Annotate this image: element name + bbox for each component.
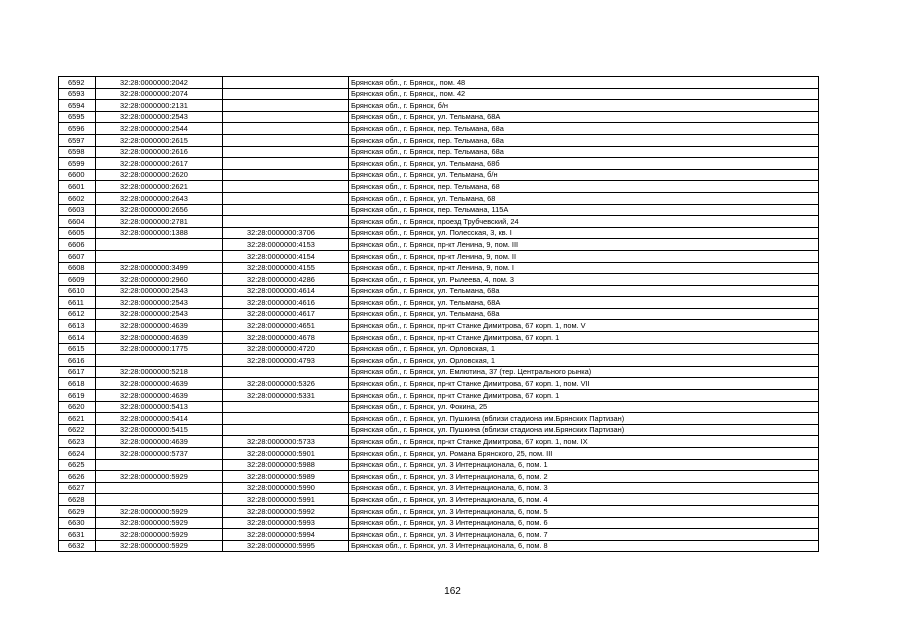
cadastral-number-cell: 32:28:0000000:4639: [96, 436, 223, 448]
address-cell: Брянская обл., г. Брянск, ул. 3 Интернационала, 6, пом. 7: [349, 529, 819, 541]
row-number-cell: 6608: [59, 262, 96, 274]
related-cadastral-number-cell: [223, 100, 349, 112]
row-number-cell: 6611: [59, 297, 96, 309]
cadastral-number-cell: 32:28:0000000:2042: [96, 77, 223, 89]
cadastral-number-cell: 32:28:0000000:2074: [96, 88, 223, 100]
related-cadastral-number-cell: 32:28:0000000:3706: [223, 227, 349, 239]
address-cell: Брянская обл., г. Брянск, ул. Емлютина, 37 (тер. Центрального рынка): [349, 366, 819, 378]
address-cell: Брянская обл., г. Брянск, ул. 3 Интернационала, 6, пом. 5: [349, 505, 819, 517]
address-cell: Брянская обл., г. Брянск, ул. Тельмана, 68: [349, 192, 819, 204]
related-cadastral-number-cell: 32:28:0000000:4720: [223, 343, 349, 355]
table-row: [59, 274, 819, 286]
row-number-cell: 6631: [59, 529, 96, 541]
cadastral-number-cell: 32:28:0000000:2543: [96, 308, 223, 320]
related-cadastral-number-cell: 32:28:0000000:5988: [223, 459, 349, 471]
related-cadastral-number-cell: 32:28:0000000:4154: [223, 250, 349, 262]
related-cadastral-number-cell: 32:28:0000000:5733: [223, 436, 349, 448]
address-cell: Брянская обл., г. Брянск, пр-кт Станке Димитрова, 67 корп. 1, пом. IX: [349, 436, 819, 448]
row-number-cell: 6596: [59, 123, 96, 135]
table-row: [59, 459, 819, 471]
row-number-cell: 6603: [59, 204, 96, 216]
row-number-cell: 6620: [59, 401, 96, 413]
row-number-cell: 6616: [59, 355, 96, 367]
address-cell: Брянская обл., г. Брянск, пр-кт Станке Димитрова, 67 корп. 1: [349, 390, 819, 402]
row-number-cell: 6601: [59, 181, 96, 193]
row-number-cell: 6618: [59, 378, 96, 390]
related-cadastral-number-cell: [223, 366, 349, 378]
table-row: [59, 216, 819, 228]
row-number-cell: 6598: [59, 146, 96, 158]
address-cell: Брянская обл., г. Брянск, проезд Трубчевский, 24: [349, 216, 819, 228]
cadastral-number-cell: 32:28:0000000:1775: [96, 343, 223, 355]
table-row: [59, 250, 819, 262]
row-number-cell: 6602: [59, 192, 96, 204]
cadastral-number-cell: 32:28:0000000:4639: [96, 390, 223, 402]
row-number-cell: 6623: [59, 436, 96, 448]
table-body: [59, 77, 819, 552]
table-row: [59, 123, 819, 135]
table-row: [59, 192, 819, 204]
related-cadastral-number-cell: 32:28:0000000:5990: [223, 482, 349, 494]
cadastral-table: [58, 76, 819, 552]
related-cadastral-number-cell: 32:28:0000000:4614: [223, 285, 349, 297]
related-cadastral-number-cell: 32:28:0000000:5326: [223, 378, 349, 390]
cadastral-number-cell: 32:28:0000000:2131: [96, 100, 223, 112]
cadastral-number-cell: 32:28:0000000:2656: [96, 204, 223, 216]
cadastral-number-cell: 32:28:0000000:4639: [96, 320, 223, 332]
address-cell: Брянская обл., г. Брянск, ул. Тельмана, б/н: [349, 169, 819, 181]
related-cadastral-number-cell: 32:28:0000000:5331: [223, 390, 349, 402]
table-row: [59, 227, 819, 239]
address-cell: Брянская обл., г. Брянск, ул. 3 Интернационала, 6, пом. 3: [349, 482, 819, 494]
cadastral-number-cell: 32:28:0000000:4639: [96, 332, 223, 344]
address-cell: Брянская обл., г. Брянск, ул. Орловская, 1: [349, 343, 819, 355]
related-cadastral-number-cell: 32:28:0000000:4155: [223, 262, 349, 274]
table-row: [59, 540, 819, 552]
table-row: [59, 285, 819, 297]
table-row: [59, 262, 819, 274]
cadastral-number-cell: 32:28:0000000:4639: [96, 378, 223, 390]
address-cell: Брянская обл., г. Брянск, ул. 3 Интернационала, 6, пом. 4: [349, 494, 819, 506]
address-cell: Брянская обл., г. Брянск, ул. Тельмана, 68а: [349, 285, 819, 297]
related-cadastral-number-cell: [223, 169, 349, 181]
row-number-cell: 6632: [59, 540, 96, 552]
address-cell: Брянская обл., г. Брянск, ул. Тельмана, 68А: [349, 111, 819, 123]
cadastral-number-cell: [96, 239, 223, 251]
address-cell: Брянская обл., г. Брянск, пер. Тельмана, 68а: [349, 146, 819, 158]
related-cadastral-number-cell: 32:28:0000000:4616: [223, 297, 349, 309]
cadastral-number-cell: 32:28:0000000:2543: [96, 111, 223, 123]
address-cell: Брянская обл., г. Брянск, пер. Тельмана, 68а: [349, 123, 819, 135]
cadastral-number-cell: 32:28:0000000:5929: [96, 517, 223, 529]
address-cell: Брянская обл., г. Брянск, ул. Тельмана, 68А: [349, 297, 819, 309]
row-number-cell: 6604: [59, 216, 96, 228]
address-cell: Брянская обл., г. Брянск, ул. Тельмана, 68б: [349, 158, 819, 170]
address-cell: Брянская обл., г. Брянск, пер. Тельмана, 115А: [349, 204, 819, 216]
table-row: [59, 401, 819, 413]
table-row: [59, 413, 819, 425]
row-number-cell: 6617: [59, 366, 96, 378]
row-number-cell: 6595: [59, 111, 96, 123]
cadastral-number-cell: 32:28:0000000:5929: [96, 471, 223, 483]
related-cadastral-number-cell: 32:28:0000000:5992: [223, 505, 349, 517]
related-cadastral-number-cell: 32:28:0000000:5995: [223, 540, 349, 552]
address-cell: Брянская обл., г. Брянск, пр-кт Станке Димитрова, 67 корп. 1, пом. VII: [349, 378, 819, 390]
row-number-cell: 6615: [59, 343, 96, 355]
address-cell: Брянская обл., г. Брянск, ул. Рылеева, 4, пом. 3: [349, 274, 819, 286]
related-cadastral-number-cell: 32:28:0000000:5901: [223, 448, 349, 460]
cadastral-number-cell: 32:28:0000000:2615: [96, 134, 223, 146]
address-cell: Брянская обл., г. Брянск, пер. Тельмана, 68а: [349, 134, 819, 146]
row-number-cell: 6609: [59, 274, 96, 286]
row-number-cell: 6594: [59, 100, 96, 112]
row-number-cell: 6624: [59, 448, 96, 460]
row-number-cell: 6606: [59, 239, 96, 251]
table-row: [59, 436, 819, 448]
cadastral-number-cell: 32:28:0000000:5737: [96, 448, 223, 460]
row-number-cell: 6627: [59, 482, 96, 494]
table-row: [59, 77, 819, 89]
address-cell: Брянская обл., г. Брянск, пр-кт Станке Димитрова, 67 корп. 1, пом. V: [349, 320, 819, 332]
related-cadastral-number-cell: [223, 413, 349, 425]
row-number-cell: 6629: [59, 505, 96, 517]
address-cell: Брянская обл., г. Брянск, ул. Орловская, 1: [349, 355, 819, 367]
address-cell: Брянская обл., г. Брянск, ул. Пушкина (вблизи стадиона им.Брянских Партизан): [349, 424, 819, 436]
related-cadastral-number-cell: 32:28:0000000:5994: [223, 529, 349, 541]
cadastral-number-cell: 32:28:0000000:2616: [96, 146, 223, 158]
related-cadastral-number-cell: [223, 424, 349, 436]
table-row: [59, 517, 819, 529]
table-row: [59, 378, 819, 390]
related-cadastral-number-cell: 32:28:0000000:5989: [223, 471, 349, 483]
address-cell: Брянская обл., г. Брянск, пр-кт Ленина, 9, пом. III: [349, 239, 819, 251]
cadastral-number-cell: 32:28:0000000:5415: [96, 424, 223, 436]
table-row: [59, 424, 819, 436]
related-cadastral-number-cell: 32:28:0000000:4793: [223, 355, 349, 367]
row-number-cell: 6621: [59, 413, 96, 425]
cadastral-number-cell: 32:28:0000000:2617: [96, 158, 223, 170]
row-number-cell: 6600: [59, 169, 96, 181]
related-cadastral-number-cell: [223, 192, 349, 204]
cadastral-number-cell: 32:28:0000000:2643: [96, 192, 223, 204]
row-number-cell: 6630: [59, 517, 96, 529]
table-row: [59, 482, 819, 494]
table-row: [59, 308, 819, 320]
row-number-cell: 6614: [59, 332, 96, 344]
related-cadastral-number-cell: [223, 88, 349, 100]
related-cadastral-number-cell: 32:28:0000000:5993: [223, 517, 349, 529]
cadastral-number-cell: 32:28:0000000:2544: [96, 123, 223, 135]
related-cadastral-number-cell: 32:28:0000000:4678: [223, 332, 349, 344]
row-number-cell: 6607: [59, 250, 96, 262]
table-row: [59, 343, 819, 355]
row-number-cell: 6613: [59, 320, 96, 332]
table-row: [59, 134, 819, 146]
cadastral-number-cell: [96, 355, 223, 367]
cadastral-number-cell: [96, 482, 223, 494]
table-row: [59, 88, 819, 100]
address-cell: Брянская обл., г. Брянск,, пом. 48: [349, 77, 819, 89]
table-row: [59, 297, 819, 309]
table-row: [59, 366, 819, 378]
address-cell: Брянская обл., г. Брянск, ул. Полесская, 3, кв. I: [349, 227, 819, 239]
related-cadastral-number-cell: 32:28:0000000:4617: [223, 308, 349, 320]
table-row: [59, 100, 819, 112]
address-cell: Брянская обл., г. Брянск, ул. 3 Интернационала, 6, пом. 6: [349, 517, 819, 529]
row-number-cell: 6605: [59, 227, 96, 239]
cadastral-number-cell: 32:28:0000000:2543: [96, 285, 223, 297]
cadastral-number-cell: 32:28:0000000:5414: [96, 413, 223, 425]
row-number-cell: 6597: [59, 134, 96, 146]
cadastral-number-cell: [96, 459, 223, 471]
address-cell: Брянская обл., г. Брянск, пр-кт Станке Димитрова, 67 корп. 1: [349, 332, 819, 344]
related-cadastral-number-cell: 32:28:0000000:4651: [223, 320, 349, 332]
related-cadastral-number-cell: [223, 401, 349, 413]
table-row: [59, 471, 819, 483]
address-cell: Брянская обл., г. Брянск, пр-кт Ленина, 9, пом. II: [349, 250, 819, 262]
table-row: [59, 181, 819, 193]
related-cadastral-number-cell: [223, 134, 349, 146]
related-cadastral-number-cell: [223, 181, 349, 193]
address-cell: Брянская обл., г. Брянск, ул. Тельмана, 68а: [349, 308, 819, 320]
table-row: [59, 111, 819, 123]
table-row: [59, 390, 819, 402]
address-cell: Брянская обл., г. Брянск, ул. 3 Интернационала, 6, пом. 2: [349, 471, 819, 483]
cadastral-number-cell: 32:28:0000000:2960: [96, 274, 223, 286]
table-row: [59, 448, 819, 460]
cadastral-number-cell: 32:28:0000000:2781: [96, 216, 223, 228]
table-row: [59, 146, 819, 158]
row-number-cell: 6625: [59, 459, 96, 471]
related-cadastral-number-cell: [223, 146, 349, 158]
row-number-cell: 6626: [59, 471, 96, 483]
address-cell: Брянская обл., г. Брянск, ул. Пушкина (вблизи стадиона им.Брянских Партизан): [349, 413, 819, 425]
cadastral-number-cell: 32:28:0000000:2543: [96, 297, 223, 309]
cadastral-number-cell: 32:28:0000000:5218: [96, 366, 223, 378]
row-number-cell: 6610: [59, 285, 96, 297]
table-row: [59, 204, 819, 216]
related-cadastral-number-cell: 32:28:0000000:4153: [223, 239, 349, 251]
address-cell: Брянская обл., г. Брянск, ул. 3 Интернационала, 6, пом. 8: [349, 540, 819, 552]
table-row: [59, 505, 819, 517]
cadastral-number-cell: 32:28:0000000:5929: [96, 505, 223, 517]
cadastral-number-cell: 32:28:0000000:2620: [96, 169, 223, 181]
related-cadastral-number-cell: [223, 77, 349, 89]
row-number-cell: 6592: [59, 77, 96, 89]
row-number-cell: 6628: [59, 494, 96, 506]
table-row: [59, 355, 819, 367]
row-number-cell: 6619: [59, 390, 96, 402]
table-row: [59, 332, 819, 344]
cadastral-number-cell: 32:28:0000000:2621: [96, 181, 223, 193]
row-number-cell: 6622: [59, 424, 96, 436]
cadastral-number-cell: 32:28:0000000:5929: [96, 529, 223, 541]
related-cadastral-number-cell: [223, 111, 349, 123]
address-cell: Брянская обл., г. Брянск, пер. Тельмана, 68: [349, 181, 819, 193]
row-number-cell: 6612: [59, 308, 96, 320]
cadastral-number-cell: [96, 494, 223, 506]
cadastral-number-cell: [96, 250, 223, 262]
table-row: [59, 494, 819, 506]
related-cadastral-number-cell: [223, 158, 349, 170]
row-number-cell: 6599: [59, 158, 96, 170]
address-cell: Брянская обл., г. Брянск, ул. 3 Интернационала, 6, пом. 1: [349, 459, 819, 471]
cadastral-number-cell: 32:28:0000000:5413: [96, 401, 223, 413]
page-number: 162: [444, 586, 461, 597]
table-row: [59, 529, 819, 541]
address-cell: Брянская обл., г. Брянск, ул. Фокина, 25: [349, 401, 819, 413]
related-cadastral-number-cell: [223, 204, 349, 216]
row-number-cell: 6593: [59, 88, 96, 100]
table-row: [59, 158, 819, 170]
address-cell: Брянская обл., г. Брянск, пр-кт Ленина, 9, пом. I: [349, 262, 819, 274]
table-row: [59, 169, 819, 181]
table-row: [59, 239, 819, 251]
related-cadastral-number-cell: 32:28:0000000:5991: [223, 494, 349, 506]
address-cell: Брянская обл., г. Брянск, ул. Романа Брянского, 25, пом. III: [349, 448, 819, 460]
cadastral-number-cell: 32:28:0000000:1388: [96, 227, 223, 239]
related-cadastral-number-cell: [223, 123, 349, 135]
table-row: [59, 320, 819, 332]
cadastral-number-cell: 32:28:0000000:5929: [96, 540, 223, 552]
address-cell: Брянская обл., г. Брянск,, пом. 42: [349, 88, 819, 100]
address-cell: Брянская обл., г. Брянск, б/н: [349, 100, 819, 112]
related-cadastral-number-cell: 32:28:0000000:4286: [223, 274, 349, 286]
cadastral-number-cell: 32:28:0000000:3499: [96, 262, 223, 274]
related-cadastral-number-cell: [223, 216, 349, 228]
